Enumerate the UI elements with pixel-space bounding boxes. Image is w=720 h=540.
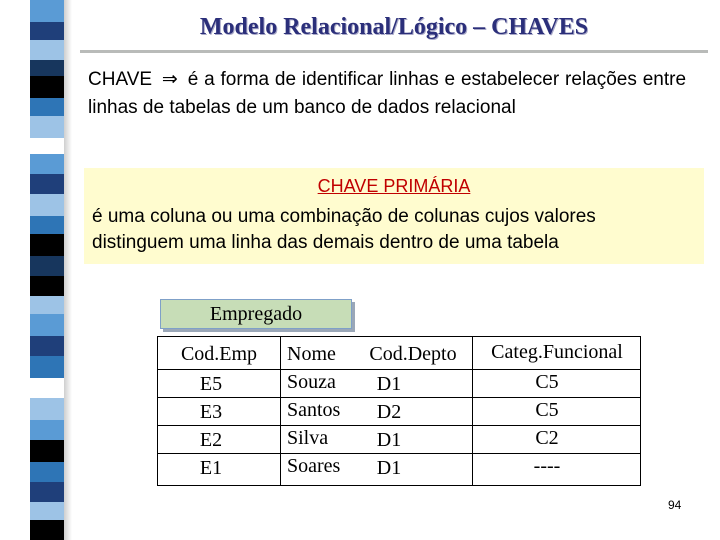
- table-cell: Souza: [287, 371, 336, 393]
- stripe-square: [30, 296, 64, 314]
- stripe-square: [30, 0, 64, 22]
- stripe-square: [30, 138, 64, 154]
- stripe-square: [30, 502, 64, 520]
- decorative-stripe: [30, 0, 64, 540]
- stripe-square: [30, 398, 64, 420]
- column-header: Nome: [287, 343, 336, 365]
- stripe-square: [30, 440, 64, 462]
- primary-key-box: [84, 168, 704, 264]
- primary-key-definition: é uma coluna ou uma combinação de colunas cujos valores distinguem uma linha das demais dentro de uma tabela: [92, 206, 596, 253]
- page-number: 94: [668, 498, 682, 512]
- stripe-square: [30, 336, 64, 356]
- stripe-square: [30, 76, 64, 98]
- stripe-square: [30, 174, 64, 194]
- table-cell: C2: [535, 427, 559, 449]
- slide-title: Modelo Relacional/Lógico – CHAVES: [199, 14, 589, 40]
- table-cell: E3: [199, 401, 223, 423]
- primary-key-title: CHAVE PRIMÁRIA: [317, 176, 471, 196]
- stripe-square: [30, 256, 64, 276]
- table-cell: D2: [376, 401, 402, 423]
- stripe-square: [30, 116, 64, 138]
- stripe-square: [30, 520, 64, 540]
- table-row-divider: [158, 369, 640, 370]
- stripe-square: [30, 194, 64, 216]
- column-header: Categ.Funcional: [491, 341, 623, 363]
- table-name-label: Empregado: [160, 299, 352, 329]
- table-cell: D1: [376, 457, 402, 479]
- stripe-square: [30, 482, 64, 502]
- table-column: [472, 337, 641, 485]
- table-cell: E2: [199, 429, 223, 451]
- table-cell: D1: [376, 373, 402, 395]
- table-cell: Santos: [287, 399, 341, 421]
- table-cell: C5: [535, 399, 559, 421]
- column-header: Cod.Emp: [180, 343, 258, 365]
- table-cell: E5: [199, 373, 223, 395]
- table-column: [354, 337, 472, 485]
- table-cell: Soares: [287, 455, 341, 477]
- stripe-square: [30, 40, 64, 60]
- intro-paragraph: [88, 66, 686, 122]
- stripe-square: [30, 216, 64, 234]
- table-cell: D1: [376, 429, 402, 451]
- stripe-shadow: [64, 0, 72, 540]
- intro-text: é a forma de identificar linhas e estabelecer relações entre linhas de tabelas de um banco de dados relacional: [88, 69, 687, 118]
- stripe-square: [30, 60, 64, 76]
- table-row-divider: [158, 453, 640, 454]
- table-cell: E1: [199, 457, 223, 479]
- table-cell: C5: [535, 371, 559, 393]
- table-row-divider: [158, 425, 640, 426]
- table-cell: Silva: [287, 427, 329, 449]
- stripe-square: [30, 314, 64, 336]
- stripe-square: [30, 420, 64, 440]
- stripe-square: [30, 234, 64, 256]
- stripe-square: [30, 462, 64, 482]
- employee-table: [157, 336, 641, 486]
- column-header: Cod.Depto: [369, 343, 457, 365]
- stripe-square: [30, 22, 64, 40]
- stripe-square: [30, 154, 64, 174]
- table-column: [158, 337, 280, 485]
- table-row-divider: [158, 397, 640, 398]
- stripe-square: [30, 378, 64, 398]
- implies-arrow-icon: ⇒: [161, 69, 178, 90]
- stripe-square: [30, 356, 64, 378]
- intro-keyword: CHAVE: [88, 69, 153, 90]
- title-divider: [80, 50, 708, 53]
- stripe-square: [30, 98, 64, 116]
- stripe-square: [30, 276, 64, 296]
- table-cell: ----: [533, 455, 561, 477]
